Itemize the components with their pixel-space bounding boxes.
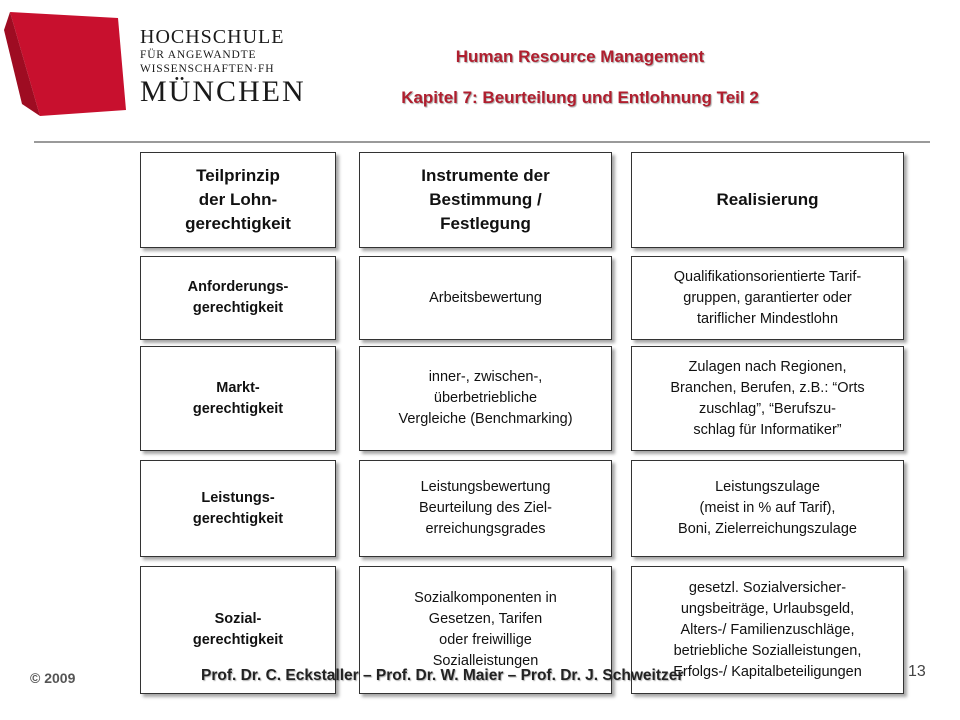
row-instrument-performance: Leistungsbewertung Beurteilung des Ziel- erreichungsgrades	[359, 460, 612, 557]
column-header-realization: Realisierung	[631, 152, 904, 248]
column-header-instruments: Instrumente der Bestimmung / Festlegung	[359, 152, 612, 248]
header-divider	[34, 141, 930, 143]
footer-authors: Prof. Dr. C. Eckstaller – Prof. Dr. W. Maier – Prof. Dr. J. Schweitzer	[201, 667, 684, 684]
logo-emblem-icon	[0, 0, 140, 120]
column-header-principle: Teilprinzip der Lohn- gerechtigkeit	[140, 152, 336, 248]
row-realization-market: Zulagen nach Regionen, Branchen, Berufen, z.B.: “Orts zuschlag”, “Berufszu- schlag für Informatiker”	[631, 346, 904, 451]
logo-line-3: WISSENSCHAFTEN·FH	[140, 63, 275, 75]
logo-line-4: MÜNCHEN	[140, 75, 306, 108]
row-instrument-market: inner-, zwischen-, überbetriebliche Vergleiche (Benchmarking)	[359, 346, 612, 451]
row-instrument-social: Sozialkomponenten in Gesetzen, Tarifen oder freiwillige Sozialleistungen	[359, 566, 612, 694]
row-instrument-requirements: Arbeitsbewertung	[359, 256, 612, 340]
row-realization-requirements: Qualifikationsorientierte Tarif- gruppen, garantierter oder tariflicher Mindestlohn	[631, 256, 904, 340]
slide-title: Human Resource Management	[455, 47, 705, 66]
row-realization-performance: Leistungszulage (meist in % auf Tarif), Boni, Zielerreichungszulage	[631, 460, 904, 557]
row-principle-performance: Leistungs- gerechtigkeit	[140, 460, 336, 557]
page-number: 13	[908, 663, 926, 680]
university-logo	[0, 0, 306, 120]
copyright: © 2009	[30, 670, 76, 686]
row-principle-social: Sozial- gerechtigkeit	[140, 566, 336, 694]
row-principle-market: Markt- gerechtigkeit	[140, 346, 336, 451]
logo-text	[140, 26, 306, 108]
row-principle-requirements: Anforderungs- gerechtigkeit	[140, 256, 336, 340]
row-realization-social: gesetzl. Sozialversicher- ungsbeiträge, Urlaubsgeld, Alters-/ Familienzuschläge, betriebliche Sozialleistungen, Erfolgs-/ Kapitalbeteiligungen	[631, 566, 904, 694]
slide-subtitle: Kapitel 7: Beurteilung und Entlohnung Teil 2	[401, 88, 759, 107]
logo-line-1: HOCHSCHULE	[140, 26, 285, 48]
logo-line-2: FÜR ANGEWANDTE	[140, 49, 257, 61]
